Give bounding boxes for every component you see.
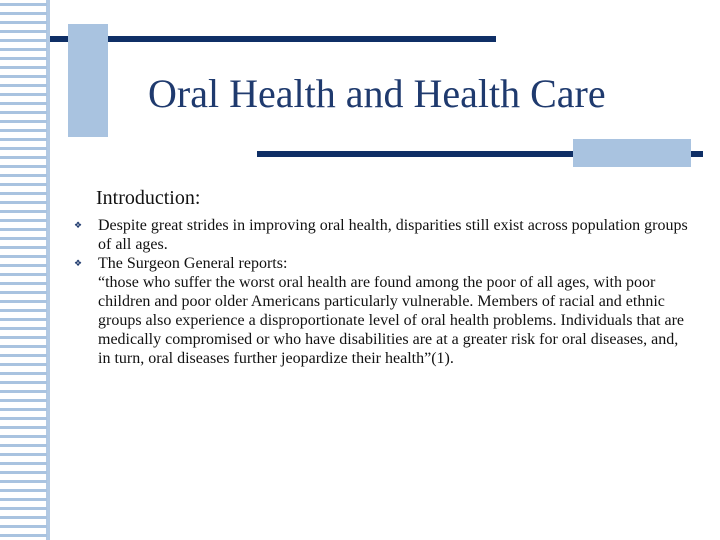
- bullet-text: Despite great strides in improving oral health, disparities still exist across population groups of all ages.: [98, 217, 688, 253]
- bullet-item: [74, 216, 694, 254]
- bullet-item: [74, 254, 694, 273]
- decorative-top-block: [68, 24, 108, 137]
- quote-text: “those who suffer the worst oral health are found among the poor of all ages, with poor children and poor older Americans particularly vulnerable. Members of racial and ethnic groups also experience a disproportionate level of oral health problems. Individuals that are medically compromised or who have disabilities are at a greater risk for oral diseases, and, in turn, oral diseases further jeopardize their health”(1).: [98, 274, 685, 367]
- diamond-bullet-icon: ❖: [74, 220, 83, 230]
- decorative-top-line: [50, 36, 496, 42]
- bullet-text: The Surgeon General reports:: [98, 255, 288, 272]
- left-striped-bar-overlay: [0, 0, 50, 540]
- slide-title: Oral Health and Health Care: [148, 71, 606, 116]
- bullet-list: [74, 216, 694, 368]
- section-heading: Introduction:: [96, 187, 201, 209]
- diamond-bullet-icon: ❖: [74, 258, 83, 268]
- decorative-bottom-block: [573, 139, 691, 167]
